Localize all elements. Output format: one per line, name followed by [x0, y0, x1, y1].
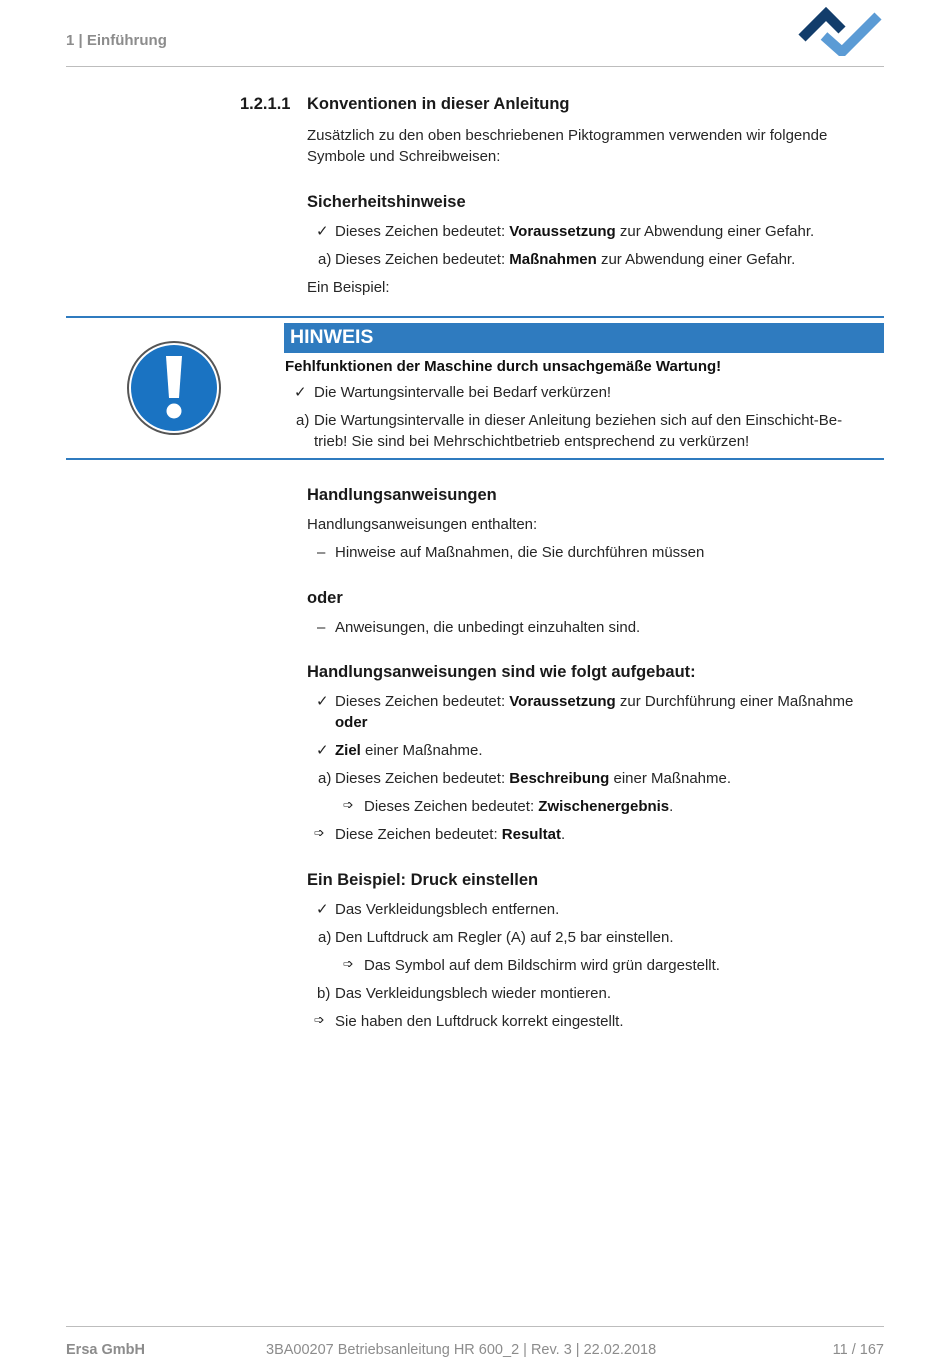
chapter-title: 1 | Einführung	[66, 32, 167, 49]
instructions-intro: Handlungsanweisungen enthalten:	[307, 516, 538, 533]
notice-item-1: Die Wartungsintervalle bei Bedarf verkürzen!	[314, 384, 612, 401]
section-title: Konventionen in dieser Anleitung	[307, 95, 570, 113]
safety-item-2: Dieses Zeichen bedeutet: Maßnahmen zur Abwendung einer Gefahr.	[335, 251, 796, 268]
step-marker: a)	[318, 251, 332, 268]
notice-top-rule	[66, 316, 884, 318]
notice-label: HINWEIS	[290, 326, 374, 348]
exclamation-icon	[126, 340, 222, 436]
intro-line-1: Zusätzlich zu den oben beschriebenen Piktogrammen verwenden wir folgende	[307, 127, 828, 144]
structure-item-5: Diese Zeichen bedeutet: Resultat.	[335, 826, 566, 843]
example-item-1: Das Verkleidungsblech entfernen.	[335, 901, 560, 918]
check-icon: ✓	[294, 384, 307, 401]
safety-item-1: Dieses Zeichen bedeutet: Voraussetzung zur Abwendung einer Gefahr.	[335, 223, 815, 240]
arrow-right-icon: ➩	[343, 956, 354, 971]
structure-heading: Handlungsanweisungen sind wie folgt aufgebaut:	[307, 663, 696, 681]
or-heading: oder	[307, 589, 343, 607]
intro-line-2: Symbole und Schreibweisen:	[307, 148, 501, 165]
company-logo	[798, 0, 886, 56]
example-item-5: Sie haben den Luftdruck korrekt eingestellt.	[335, 1013, 624, 1030]
dash-marker: –	[317, 619, 326, 636]
check-icon: ✓	[316, 223, 329, 240]
step-marker: a)	[318, 770, 332, 787]
check-icon: ✓	[316, 901, 329, 918]
example-heading: Ein Beispiel: Druck einstellen	[307, 871, 539, 889]
step-marker: b)	[317, 985, 331, 1002]
structure-item-4: Dieses Zeichen bedeutet: Zwischenergebnis.	[364, 798, 674, 815]
structure-item-2: Ziel einer Maßnahme.	[335, 742, 483, 759]
footer-page-number: 11 / 167	[832, 1342, 884, 1358]
footer-company: Ersa GmbH	[66, 1342, 145, 1358]
structure-item-1-or: oder	[335, 714, 368, 731]
example-item-2: Den Luftdruck am Regler (A) auf 2,5 bar einstellen.	[335, 929, 674, 946]
check-icon: ✓	[316, 742, 329, 759]
check-icon: ✓	[316, 693, 329, 710]
footer-document: 3BA00207 Betriebsanleitung HR 600_2 | Rev. 3 | 22.02.2018	[266, 1342, 657, 1358]
step-marker: a)	[296, 412, 310, 429]
notice-banner	[284, 323, 884, 353]
safety-heading: Sicherheitshinweise	[307, 193, 466, 211]
example-item-4: Das Verkleidungsblech wieder montieren.	[335, 985, 611, 1002]
arrow-right-icon: ➩	[314, 825, 325, 840]
example-item-3: Das Symbol auf dem Bildschirm wird grün dargestellt.	[364, 957, 720, 974]
notice-headline: Fehlfunktionen der Maschine durch unsachgemäße Wartung!	[285, 358, 722, 375]
notice-item-2-line-1: Die Wartungsintervalle in dieser Anleitung beziehen sich auf den Einschicht-Be-	[314, 412, 843, 429]
instructions-item-2: Anweisungen, die unbedingt einzuhalten sind.	[335, 619, 641, 636]
dash-marker: –	[317, 544, 326, 561]
arrow-right-icon: ➩	[343, 797, 354, 812]
step-marker: a)	[318, 929, 332, 946]
structure-item-1: Dieses Zeichen bedeutet: Voraussetzung zur Durchführung einer Maßnahme	[335, 693, 854, 710]
instructions-heading: Handlungsanweisungen	[307, 486, 497, 504]
notice-bottom-rule	[66, 458, 884, 460]
section-number: 1.2.1.1	[240, 95, 291, 113]
structure-item-3: Dieses Zeichen bedeutet: Beschreibung einer Maßnahme.	[335, 770, 732, 787]
footer-divider	[66, 1326, 884, 1327]
arrow-right-icon: ➩	[314, 1012, 325, 1027]
notice-item-2-line-2: trieb! Sie sind bei Mehrschichtbetrieb entsprechend zu verkürzen!	[314, 433, 750, 450]
example-label: Ein Beispiel:	[307, 279, 390, 296]
instructions-item-1: Hinweise auf Maßnahmen, die Sie durchführen müssen	[335, 544, 705, 561]
header-divider	[66, 66, 884, 67]
